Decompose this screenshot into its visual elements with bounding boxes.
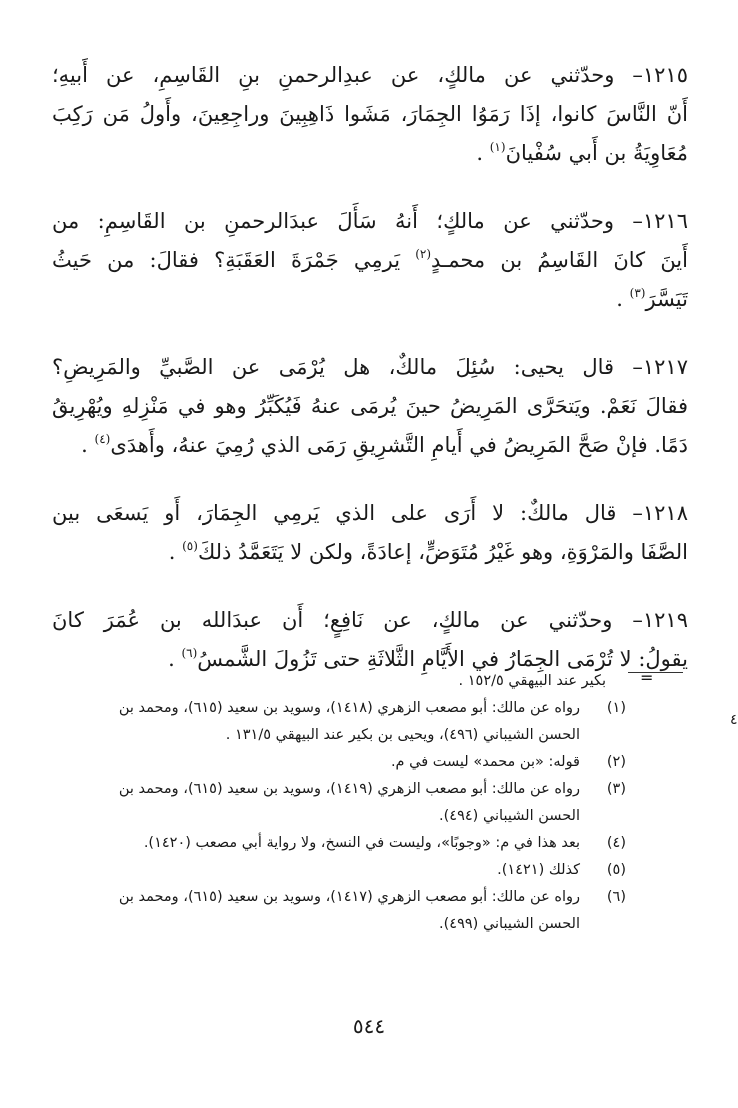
footnote-line: رواه عن مالك: أبو مصعب الزهري (١٤١٧)، وسويد بن سعيد (٦١٥)، ومحمد بن (118, 889, 580, 905)
footnote-ref: (٣) (629, 286, 646, 300)
footnote-separator (628, 672, 683, 673)
footnote-ref: (٢) (415, 247, 432, 261)
text-segment: . (168, 540, 183, 564)
text-segment: أَينَ كانَ القَاسِمُ بن محمـدٍ (431, 248, 688, 272)
text-line: أَنّ النَّاسَ كانوا، إذَا رَمَوُا الجِمَارَ، مَشَوا ذَاهِبِينَ وراجِعِينَ، وأَولُ مَن رَكِبَ (52, 102, 688, 126)
footnote-line: رواه عن مالك: أبو مصعب الزهري (١٤١٩)، وسويد بن سعيد (٦١٥)، ومحمد بن (118, 781, 580, 797)
continuation-mark: = (640, 668, 654, 687)
text-line: ١٢١٨– قال مالكٌ: لا أَرَى على الذي يَرمِي الجِمَارَ، أَو يَسعَى بين (52, 501, 688, 525)
hadith-1218 (52, 494, 688, 572)
text-line: ١٢١٥– وحدّثني عن مالكٍ، عن عبدِالرحمنِ بنِ القَاسِمِ، عن أَبيهِ؛ (52, 63, 688, 87)
hadith-1217 (52, 348, 688, 465)
text-segment: . (81, 433, 95, 457)
footnote-line: قوله: «بن محمد» ليست في م. (390, 754, 580, 770)
text-line: فقالَ نَعَمْ. ويَتحَرَّى المَرِيضُ حينَ يُرمَى عنهُ فَيُكَبِّرُ وهو في مَنْزِلهِ ويُهْرِيقُ (52, 394, 688, 418)
footnote-number: (٣) (606, 781, 626, 797)
footnote-line: الحسن الشيباني (٤٩٩). (439, 916, 580, 932)
footnote-line: الحسن الشيباني (٤٩٤). (439, 808, 580, 824)
footnote-ref: (٥) (182, 539, 198, 553)
text-line (52, 533, 688, 572)
footnote-line: كذلك (١٤٢١). (497, 862, 580, 878)
footnote-5 (60, 857, 626, 884)
footnote-number: (٤) (606, 835, 626, 851)
text-segment: . (168, 647, 182, 671)
footnotes (60, 668, 626, 938)
text-segment: تَيَسَّرَ (645, 287, 688, 311)
text-line: ١٢١٦– وحدّثني عن مالكٍ؛ أَنهُ سَأَلَ عبدَالرحمنِ بن القَاسِمِ: من (52, 209, 688, 233)
footnote-1 (60, 695, 626, 749)
footnote-ref: (٤) (94, 432, 111, 446)
text-line: ١٢١٩– وحدّثني عن مالكٍ، عن نَافِعٍ؛ أَن عبدَالله بن عُمَرَ كانَ (52, 608, 688, 632)
footnote-number: (٦) (606, 889, 626, 905)
hadith-1215 (52, 56, 688, 173)
footnote-4 (60, 830, 626, 857)
text-line (52, 426, 688, 465)
text-segment: يَرمِي جَمْرَةَ العَقَبَةِ؟ فقالَ: من حَيثُ (52, 248, 401, 272)
text-segment: . (476, 141, 490, 165)
hadith-1216 (52, 202, 688, 319)
main-text (52, 56, 688, 708)
footnote-2 (60, 749, 626, 776)
footnote-line: الحسن الشيباني (٤٩٦)، ويحيى بن بكير عند البيهقي ١٣١/٥ . (225, 727, 580, 743)
text-line (52, 134, 688, 173)
text-segment: مُعَاوِيَةُ بن أَبي سُفْيانَ (505, 141, 688, 165)
text-line: ١٢١٧– قال يحيى: سُئِلَ مالكٌ، هل يُرْمَى عن الصَّبيِّ والمَرِيضِ؟ (52, 355, 688, 379)
footnote-line: رواه عن مالك: أبو مصعب الزهري (١٤١٨)، وسويد بن سعيد (٦١٥)، ومحمد بن (118, 700, 580, 716)
footnote-number: (١) (606, 700, 626, 716)
footnote-ref: (١) (489, 140, 506, 154)
page-number: ٥٤٤ (352, 1014, 386, 1038)
edge-mark: ٤ (730, 712, 738, 728)
footnote-3 (60, 776, 626, 830)
text-line (52, 241, 688, 280)
footnote-ref: (٦) (181, 646, 198, 660)
footnote-number: (٢) (606, 754, 626, 770)
text-segment: . (616, 287, 630, 311)
text-segment: دَمًا. فإنْ صَحَّ المَرِيضُ في أَيامِ التَّشرِيقِ رَمَى الذي رُمِيَ عنهُ، وأَهدَى (110, 433, 688, 457)
text-segment: الصَّفَا والمَرْوَةِ، وهو غَيْرُ مُتَوَضٍّ، إعادَةً، ولكن لا يَتَعَمَّدُ ذلكَ (197, 540, 688, 564)
text-segment: يقولُ: لا تُرْمَى الجِمَارُ في الأَيَّامِ الثَّلاثَةِ حتى تَزُولَ الشَّمسُ (197, 647, 688, 671)
footnote-number: (٥) (606, 862, 626, 878)
footnote-6 (60, 884, 626, 938)
footnote-line: بعد هذا في م: «وجوبًا»، وليست في النسخ، ولا رواية أبي مصعب (١٤٢٠). (143, 835, 580, 851)
footnote-continuation: بكير عند البيهقي ١٥٢/٥ . (458, 673, 606, 689)
text-line (52, 280, 688, 319)
